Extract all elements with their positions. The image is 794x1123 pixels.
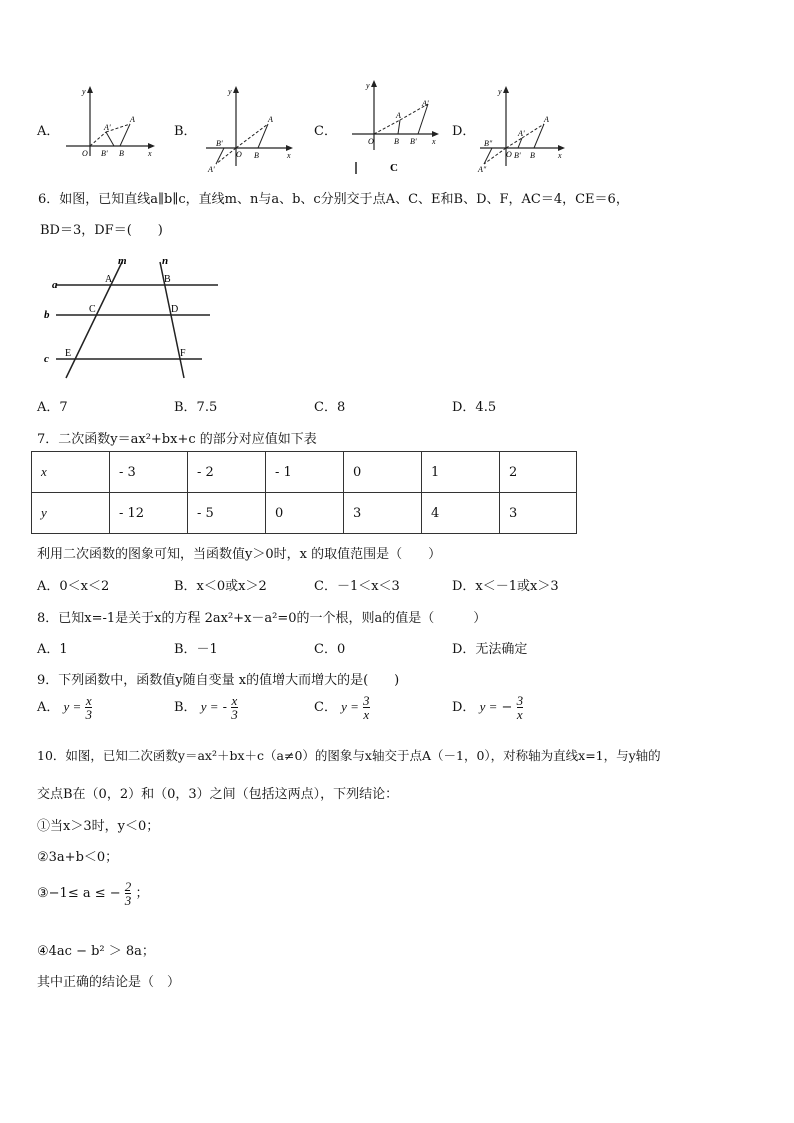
origin-label: O: [506, 150, 512, 159]
q7-option-d: D．x＜－1或x＞3: [452, 579, 559, 594]
table-row: [32, 452, 577, 493]
fraction-numerator: 3: [516, 693, 524, 708]
point-a-double-prime-label: A": [478, 165, 487, 174]
q9-stem: 9．下列函数中，函数值y随自变量 x的值增大而增大的是( ): [37, 673, 400, 688]
q5-figure-b: [202, 84, 302, 174]
point-a-prime-label: A': [208, 165, 215, 174]
fraction-denominator: x: [363, 707, 370, 722]
table-row: [32, 493, 577, 534]
q5-option-c-label: C．: [314, 124, 337, 139]
q8-option-a: A．1: [37, 642, 68, 657]
q9-option-b: [174, 694, 238, 721]
option-sign: -: [222, 700, 228, 715]
conclusion-3-prefix: ③−1≤ a ≤ −: [37, 886, 121, 901]
q8-option-c: C．0: [314, 642, 346, 657]
q10-stem-line2: 交点B在（0，2）和（0，3）之间（包括这两点），下列结论：: [37, 787, 399, 802]
q7-option-b: B．x＜0或x＞2: [174, 579, 267, 594]
axis-x-label: x: [148, 149, 152, 158]
option-sign: −: [501, 700, 513, 715]
axis-y-label: y: [228, 87, 232, 96]
point-b-label: B: [394, 137, 399, 146]
q5-option-a-label: A．: [37, 124, 60, 139]
table-cell: 1: [422, 452, 500, 493]
fraction-denominator: 3: [231, 707, 238, 722]
fraction-denominator: x: [516, 707, 523, 722]
q6-figure: [38, 252, 228, 382]
point-b-label: B: [530, 151, 535, 160]
figure-caption: C: [390, 162, 398, 174]
q5-figure-d: [476, 84, 576, 174]
table-cell: 3: [500, 493, 577, 534]
option-fraction: [517, 694, 524, 721]
conclusion-3-fraction: [125, 880, 132, 907]
option-label: B．: [174, 700, 197, 715]
q6-stem-line1: 6．如图，已知直线a∥b∥c，直线m、n与a、b、c分别交于点A、C、E和B、D、F，AC＝4，CE＝6，: [38, 192, 629, 207]
q10-ask: 其中正确的结论是（ ）: [37, 975, 181, 990]
point-e-label: E: [65, 348, 72, 359]
table-cell: - 3: [110, 452, 188, 493]
option-label: D．: [452, 700, 476, 715]
point-a-label: A: [544, 115, 549, 124]
q7-question: 利用二次函数的图象可知，当函数值y＞0时，x 的取值范围是（ ）: [37, 547, 442, 562]
option-lhs: y =: [200, 699, 219, 714]
line-n-label: n: [162, 255, 169, 267]
table-cell: 2: [500, 452, 577, 493]
option-lhs: y =: [341, 699, 359, 714]
axis-y-label: y: [498, 87, 502, 96]
table-cell: 0: [344, 452, 422, 493]
table-cell: - 12: [110, 493, 188, 534]
origin-label: O: [82, 149, 88, 158]
table-cell: y: [32, 493, 110, 534]
option-label: A．: [37, 700, 60, 715]
fraction-numerator: 2: [124, 879, 132, 894]
q7-option-a: A．0＜x＜2: [37, 579, 110, 594]
table-cell: 3: [344, 493, 422, 534]
point-a-label: A: [396, 111, 401, 120]
point-a-prime-label: A': [518, 129, 525, 138]
q10-conclusion-3: [37, 880, 148, 907]
option-fraction: [85, 694, 92, 721]
option-lhs: y =: [479, 699, 498, 714]
q7-option-c: C．－1＜x＜3: [314, 579, 400, 594]
q6-option-b: B．7.5: [174, 400, 218, 415]
origin-label: O: [368, 137, 374, 146]
q7-value-table: [31, 451, 577, 534]
q7-stem: 7．二次函数y＝ax²+bx+c 的部分对应值如下表: [37, 432, 317, 447]
point-d-label: D: [171, 304, 179, 315]
fraction-numerator: x: [231, 693, 238, 708]
q10-conclusion-1: ①当x＞3时，y＜0；: [37, 819, 160, 834]
option-fraction: [363, 694, 370, 721]
point-b-label: B: [164, 274, 171, 285]
conclusion-3-suffix: ；: [135, 886, 149, 901]
q5-option-d-label: D．: [452, 124, 476, 139]
axis-y-label: y: [82, 87, 86, 96]
point-a-label: A: [268, 115, 273, 124]
point-b-label: B: [254, 151, 259, 160]
table-cell: - 5: [188, 493, 266, 534]
point-a-prime-label: A': [422, 99, 429, 108]
point-c-label: C: [89, 304, 96, 315]
fraction-numerator: x: [85, 693, 92, 708]
axis-x-label: x: [287, 151, 291, 160]
line-b-label: b: [44, 309, 50, 321]
table-cell: 0: [266, 493, 344, 534]
line-a-label: a: [52, 279, 58, 291]
option-fraction: [231, 694, 238, 721]
table-cell: x: [32, 452, 110, 493]
q10-conclusion-4: ④4ac − b² ＞ 8a；: [37, 944, 155, 959]
q6-option-d: D．4.5: [452, 400, 497, 415]
q6-stem-line2: BD＝3，DF＝( ): [40, 223, 163, 238]
table-cell: 4: [422, 493, 500, 534]
q9-option-c: [314, 694, 370, 721]
point-b-double-prime-label: B": [484, 139, 493, 148]
point-b-prime-label: B': [410, 137, 417, 146]
fraction-denominator: 3: [85, 707, 92, 722]
axis-y-label: y: [366, 81, 370, 90]
axis-x-label: x: [432, 137, 436, 146]
q5-option-b-label: B．: [174, 124, 197, 139]
table-cell: - 2: [188, 452, 266, 493]
q6-option-a: A．7: [37, 400, 68, 415]
point-b-prime-label: B': [216, 139, 223, 148]
q10-stem-line1: 10．如图，已知二次函数y＝ax²＋bx＋c（a≠0）的图象与x轴交于点A（－1，0），对称轴为直线x=1，与y轴的: [37, 748, 661, 763]
point-a-label: A: [130, 115, 135, 124]
line-c-label: c: [44, 353, 49, 365]
origin-label: O: [236, 150, 242, 159]
fraction-denominator: 3: [124, 893, 132, 908]
axis-x-label: x: [558, 151, 562, 160]
q5-figure-a: [62, 84, 162, 164]
option-label: C．: [314, 700, 337, 715]
q6-option-c: C．8: [314, 400, 346, 415]
point-a-prime-label: A': [104, 123, 111, 132]
q9-option-d: [452, 694, 523, 721]
option-lhs: y =: [63, 699, 82, 714]
point-b-prime-label: B': [101, 149, 108, 158]
point-b-label: B: [119, 149, 124, 158]
q10-conclusion-2: ②3a+b＜0；: [37, 850, 119, 865]
q8-option-d: D．无法确定: [452, 642, 528, 657]
point-f-label: F: [180, 348, 186, 359]
point-b-prime-label: B': [514, 151, 521, 160]
q5-figure-c: [348, 78, 448, 178]
line-m-label: m: [118, 255, 127, 267]
table-cell: - 1: [266, 452, 344, 493]
fraction-numerator: 3: [363, 693, 370, 708]
q8-stem: 8．已知x=-1是关于x的方程 2ax²+x－a²=0的一个根，则a的值是（ ）: [37, 611, 487, 626]
q9-option-a: [37, 694, 92, 721]
point-a-label: A: [105, 274, 113, 285]
q8-option-b: B．－1: [174, 642, 218, 657]
